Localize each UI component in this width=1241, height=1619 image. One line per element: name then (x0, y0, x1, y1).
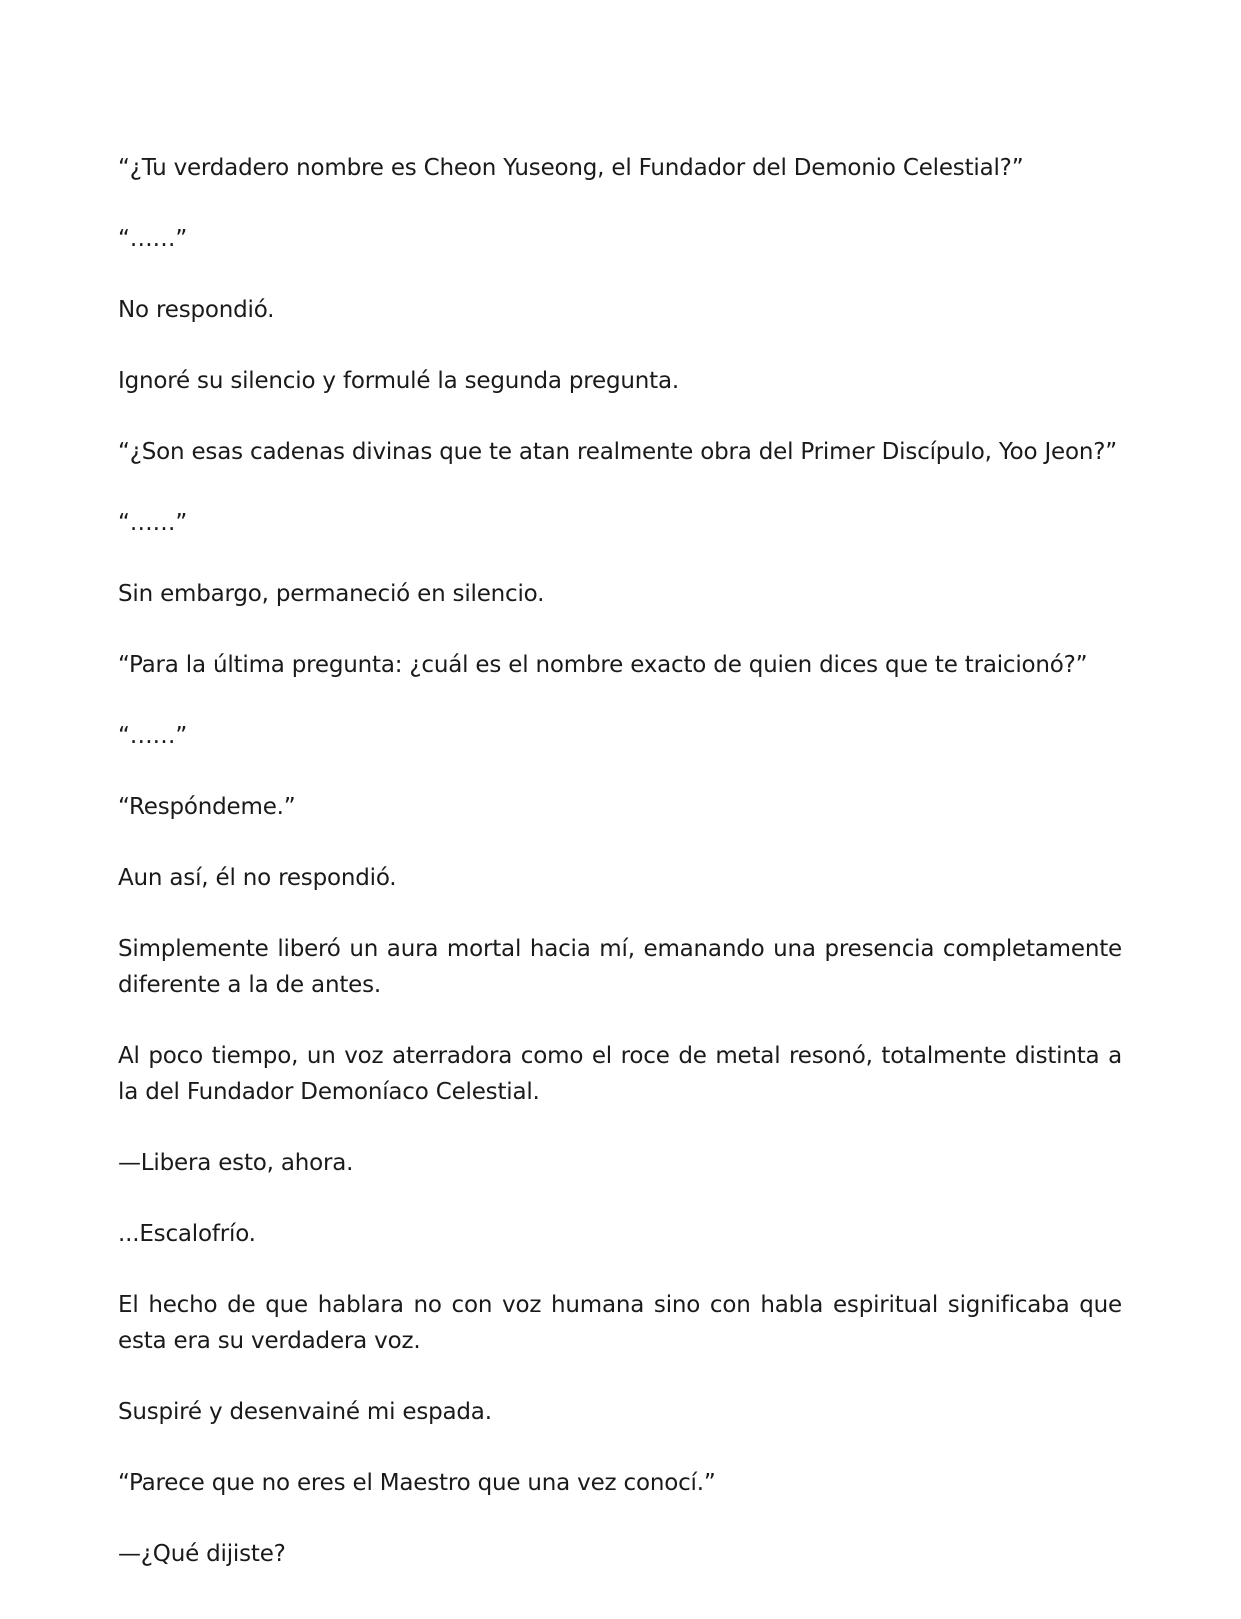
paragraph-18: “Parece que no eres el Maestro que una vez conocí.” (118, 1470, 716, 1496)
paragraph-12: Simplemente liberó un aura mortal hacia mí, emanando una presencia completamente diferente a la de antes. (118, 936, 1122, 998)
paragraph-8: “Para la última pregunta: ¿cuál es el nombre exacto de quien dices que te traicionó?” (118, 652, 1088, 678)
paragraph-16: El hecho de que hablara no con voz humana sino con habla espiritual significaba que esta era su verdadera voz. (118, 1292, 1122, 1354)
paragraph-3: No respondió. (118, 297, 275, 323)
paragraph-19: —¿Qué dijiste? (118, 1541, 286, 1567)
paragraph-13: Al poco tiempo, un voz aterradora como el roce de metal resonó, totalmente distinta a la del Fundador Demoníaco Celestial. (118, 1043, 1122, 1105)
paragraph-14: —Libera esto, ahora. (118, 1150, 354, 1176)
document-body (118, 150, 1122, 1572)
paragraph-10: “Respóndeme.” (118, 794, 296, 820)
paragraph-7: Sin embargo, permaneció en silencio. (118, 581, 545, 607)
paragraph-4: Ignoré su silencio y formulé la segunda pregunta. (118, 368, 679, 394)
paragraph-6: “……” (118, 510, 188, 536)
paragraph-2: “……” (118, 226, 188, 252)
paragraph-17: Suspiré y desenvainé mi espada. (118, 1399, 492, 1425)
paragraph-1: “¿Tu verdadero nombre es Cheon Yuseong, el Fundador del Demonio Celestial?” (118, 155, 1024, 181)
paragraph-11: Aun así, él no respondió. (118, 865, 397, 891)
paragraph-15: ...Escalofrío. (118, 1221, 256, 1247)
paragraph-5: “¿Son esas cadenas divinas que te atan realmente obra del Primer Discípulo, Yoo Jeon?” (118, 439, 1117, 465)
paragraph-9: “……” (118, 723, 188, 749)
